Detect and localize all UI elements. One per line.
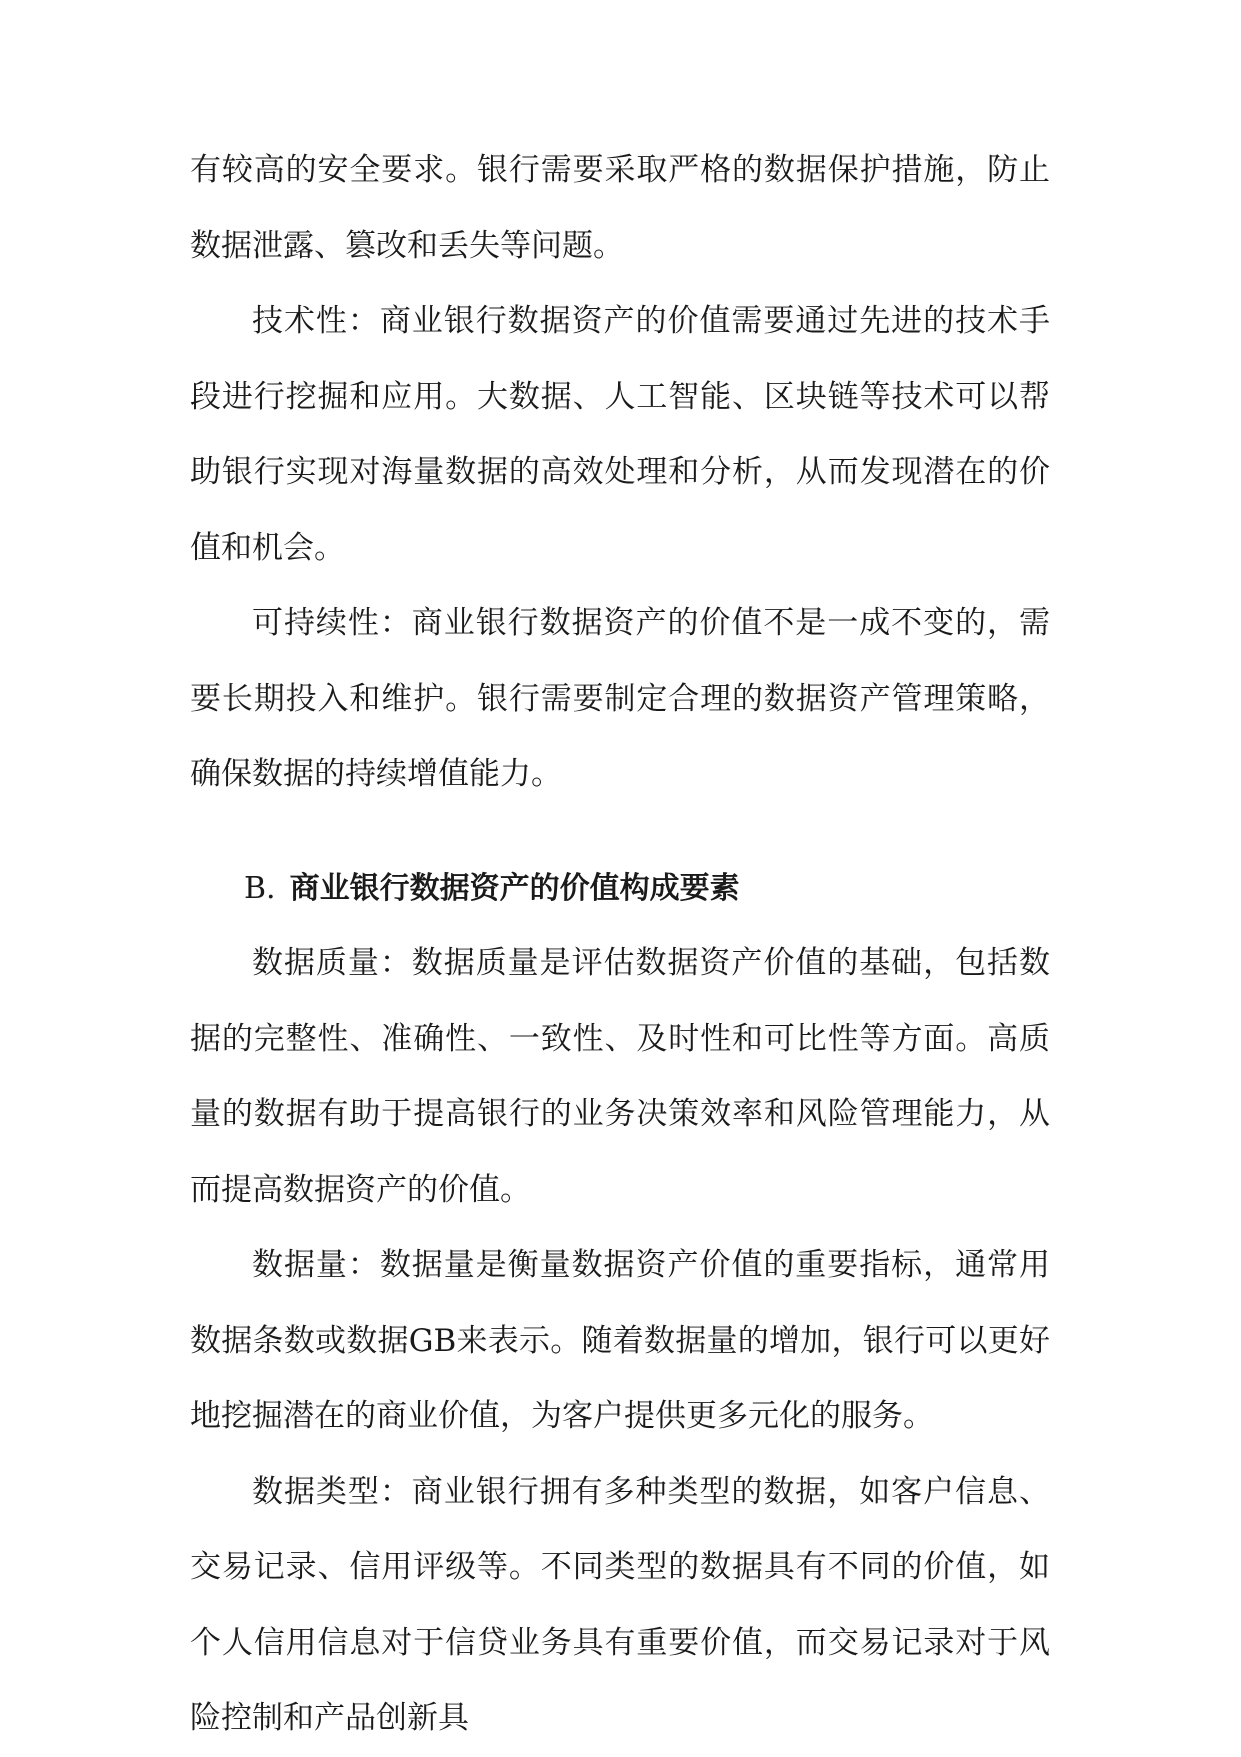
document-body: [190, 133, 1050, 1757]
paragraph-data-volume: 数据量：数据量是衡量数据资产价值的重要指标，通常用数据条数或数据GB来表示。随着数据量的增加，银行可以更好地挖掘潜在的商业价值，为客户提供更多元化的服务。: [190, 1247, 1050, 1434]
paragraph-sustainability: 可持续性：商业银行数据资产的价值不是一成不变的，需要长期投入和维护。银行需要制定合理的数据资产管理策略，确保数据的持续增值能力。: [190, 605, 1050, 792]
section-heading: [190, 851, 1050, 927]
paragraph-data-quality: 数据质量：数据质量是评估数据资产价值的基础，包括数据的完整性、准确性、一致性、及时性和可比性等方面。高质量的数据有助于提高银行的业务决策效率和风险管理能力，从而提高数据资产的价值。: [190, 945, 1050, 1208]
section-gap: [190, 813, 1050, 851]
paragraph-data-types: 数据类型：商业银行拥有多种类型的数据，如客户信息、交易记录、信用评级等。不同类型的数据具有不同的价值，如个人信用信息对于信贷业务具有重要价值，而交易记录对于风险控制和产品创新具: [190, 1473, 1050, 1736]
section-number: B.: [244, 870, 276, 906]
section-title: 商业银行数据资产的价值构成要素: [289, 870, 740, 906]
paragraph-security-continued: 有较高的安全要求。银行需要采取严格的数据保护措施，防止数据泄露、篡改和丢失等问题。: [190, 152, 1050, 264]
paragraph-technical: 技术性：商业银行数据资产的价值需要通过先进的技术手段进行挖掘和应用。大数据、人工智能、区块链等技术可以帮助银行实现对海量数据的高效处理和分析，从而发现潜在的价值和机会。: [190, 303, 1050, 566]
